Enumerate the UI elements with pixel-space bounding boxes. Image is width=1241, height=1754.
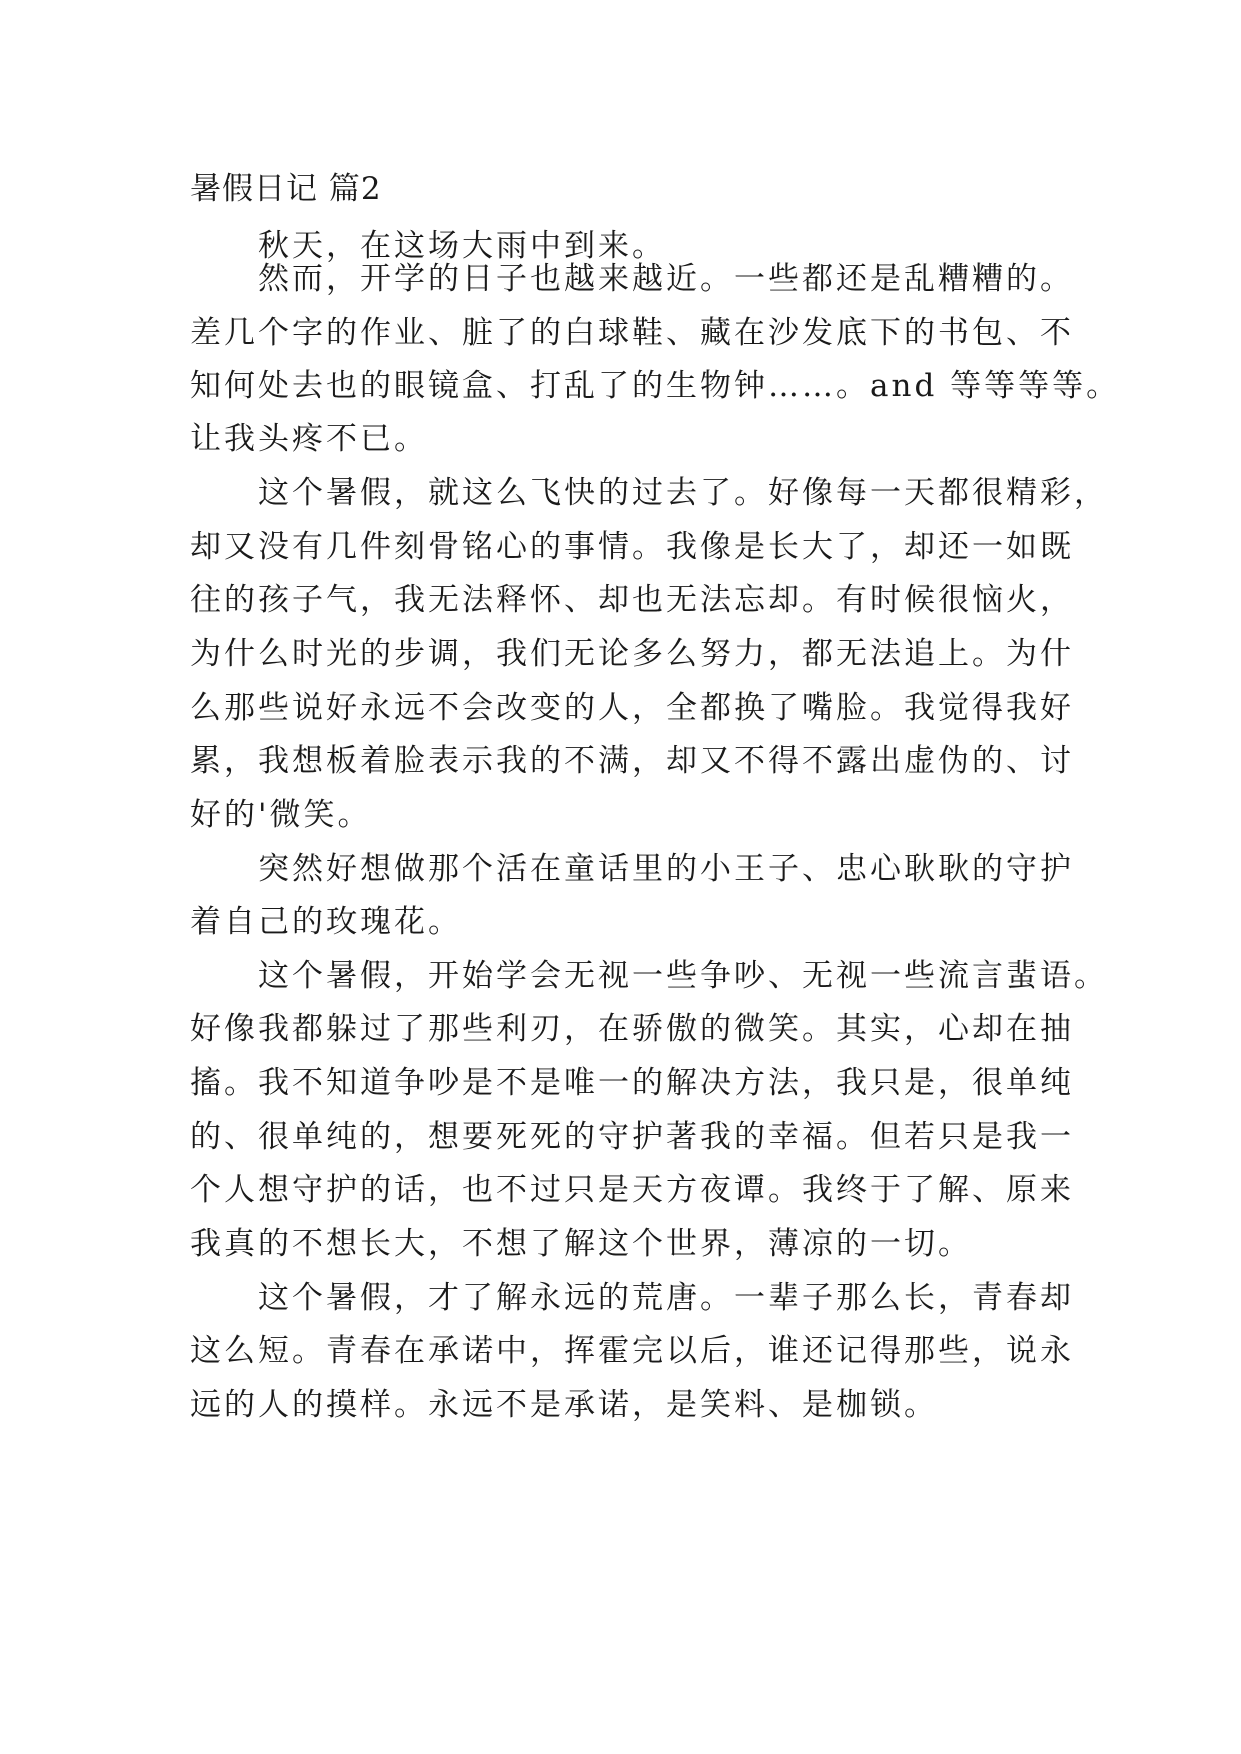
text-line: 好的'微笑。: [190, 797, 372, 833]
text-line: 秋天，在这场大雨中到来。: [258, 228, 666, 264]
document-title: 暑假日记 篇2: [190, 171, 382, 207]
text-line: 的、很单纯的，想要死死的守护著我的幸福。但若只是我一: [190, 1119, 1074, 1155]
text-line: 累，我想板着脸表示我的不满，却又不得不露出虚伪的、讨: [190, 743, 1074, 779]
text-line: 好像我都躲过了那些利刃，在骄傲的微笑。其实，心却在抽: [190, 1011, 1074, 1047]
text-line: 却又没有几件刻骨铭心的事情。我像是长大了，却还一如既: [190, 529, 1074, 565]
text-line: 个人想守护的话，也不过只是天方夜谭。我终于了解、原来: [190, 1172, 1074, 1208]
text-line: 让我头疼不已。: [190, 421, 428, 457]
text-line: 这个暑假，就这么飞快的过去了。好像每一天都很精彩，: [258, 475, 1108, 511]
text-line: 差几个字的作业、脏了的白球鞋、藏在沙发底下的书包、不: [190, 315, 1074, 351]
text-line: 知何处去也的眼镜盒、打乱了的生物钟……。and 等等等等。: [190, 368, 1121, 404]
text-line: 这个暑假，才了解永远的荒唐。一辈子那么长，青春却: [258, 1280, 1074, 1316]
text-line: 搐。我不知道争吵是不是唯一的解决方法，我只是，很单纯: [190, 1065, 1074, 1101]
text-line: 突然好想做那个活在童话里的小王子、忠心耿耿的守护: [258, 851, 1074, 887]
text-line: 这么短。青春在承诺中，挥霍完以后，谁还记得那些，说永: [190, 1333, 1074, 1369]
text-line: 远的人的摸样。永远不是承诺，是笑料、是枷锁。: [190, 1387, 938, 1423]
text-line: 我真的不想长大，不想了解这个世界，薄凉的一切。: [190, 1226, 972, 1262]
text-line: 然而，开学的日子也越来越近。一些都还是乱糟糟的。: [258, 261, 1074, 297]
text-line: 这个暑假，开始学会无视一些争吵、无视一些流言蜚语。: [258, 958, 1108, 994]
text-line: 么那些说好永远不会改变的人，全都换了嘴脸。我觉得我好: [190, 690, 1074, 726]
text-line: 为什么时光的步调，我们无论多么努力，都无法追上。为什: [190, 636, 1074, 672]
text-line: 往的孩子气，我无法释怀、却也无法忘却。有时候很恼火，: [190, 582, 1074, 618]
text-line: 着自己的玫瑰花。: [190, 904, 462, 940]
